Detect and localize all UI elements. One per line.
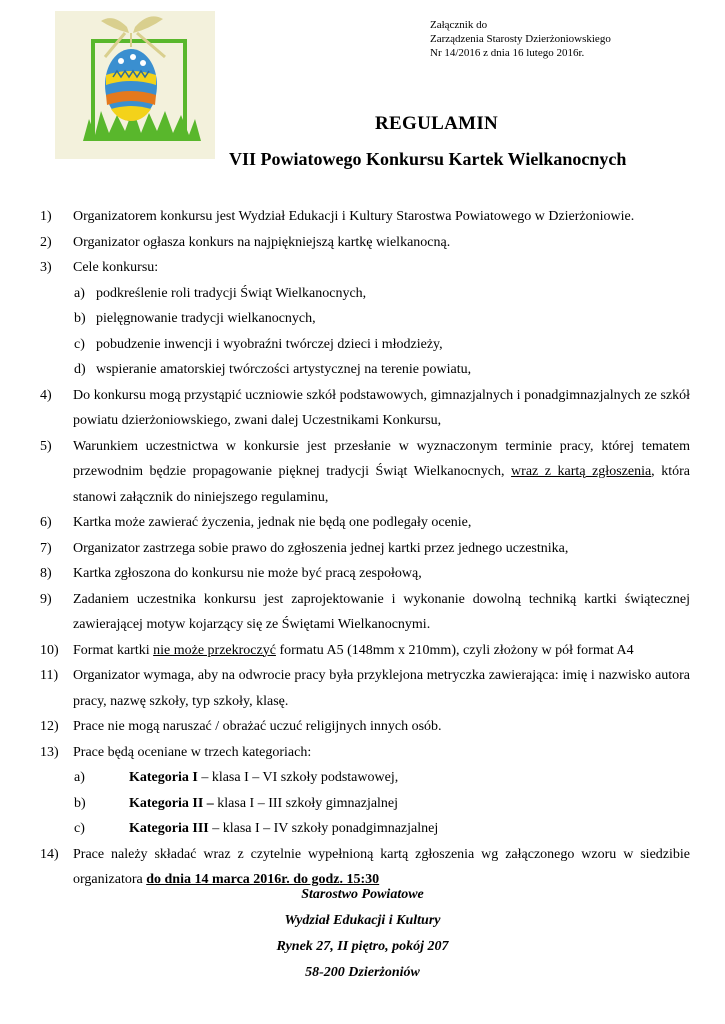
rule-number: 8) bbox=[40, 566, 52, 581]
goal-item-b bbox=[40, 306, 690, 332]
category-item-c bbox=[40, 816, 690, 842]
rule-item-9 bbox=[40, 587, 690, 638]
goal-item-d bbox=[40, 357, 690, 383]
attachment-note bbox=[430, 18, 611, 60]
rule-item-4 bbox=[40, 383, 690, 434]
rule-text bbox=[73, 434, 690, 511]
rule-item-2 bbox=[40, 230, 690, 256]
rule-number: 2) bbox=[40, 234, 52, 250]
rule-text: Cele konkursu: bbox=[73, 260, 159, 275]
rule-number: 1) bbox=[40, 209, 52, 224]
address-line: Wydział Edukacji i Kultury bbox=[284, 913, 441, 928]
address-line: Rynek 27, II piętro, pokój 207 bbox=[276, 939, 449, 954]
category-item-b bbox=[40, 791, 690, 817]
rule-number: 14) bbox=[40, 846, 59, 862]
address-line: Starostwo Powiatowe bbox=[301, 887, 424, 902]
rule-text: Prace będą oceniane w trzech kategoriach: bbox=[73, 744, 312, 760]
category-letter: b) bbox=[74, 795, 86, 811]
rule-text: Organizator ogłasza konkurs na najpiękniejszą kartkę wielkanocną. bbox=[73, 234, 451, 250]
rule-item-11 bbox=[40, 663, 690, 714]
category-letter: a) bbox=[74, 770, 85, 785]
attachment-line: Nr 14/2016 z dnia 16 lutego 2016r. bbox=[430, 47, 585, 59]
rule-number: 5) bbox=[40, 438, 52, 454]
rule-item-7 bbox=[40, 536, 690, 562]
easter-card-logo bbox=[55, 11, 215, 159]
rule-text bbox=[73, 638, 690, 664]
goal-text: pielęgnowanie tradycji wielkanocnych, bbox=[96, 311, 316, 326]
category-desc: klasa I – III szkoły gimnazjalnej bbox=[213, 795, 399, 811]
rule-item-3 bbox=[40, 255, 690, 281]
attachment-line: Zarządzenia Starosty Dzierżoniowskiego bbox=[430, 33, 611, 45]
rule-text-part: Warunkiem uczestnictwa w konkursie jest przesłanie w wyznaczonym terminie pracy, której tematem przewodnim będzie propagowanie pięknej tradycji Świąt Wielkanocnych, bbox=[73, 438, 690, 479]
goal-item-c bbox=[40, 332, 690, 358]
rule-number: 11) bbox=[40, 668, 59, 683]
rule-item-1 bbox=[40, 204, 690, 230]
rule-text-underlined: wraz z kartą zgłoszenia bbox=[511, 464, 652, 479]
rules-list bbox=[40, 204, 690, 893]
rule-text: Zadaniem uczestnika konkursu jest zaprojektowanie i wykonanie dowolną techniką kartki świątecznej zawierającej motyw kojarzący się ze Świętami Wielkanocnymi. bbox=[73, 591, 690, 632]
rule-text: Kartka zgłoszona do konkursu nie może być pracą zespołową, bbox=[73, 566, 422, 581]
rule-text-underlined: nie może przekroczyć bbox=[153, 642, 276, 658]
rule-text: Kartka może zawierać życzenia, jednak nie będą one podlegały ocenie, bbox=[73, 515, 472, 530]
rule-item-10 bbox=[40, 638, 690, 664]
deadline-text: do dnia 14 marca 2016r. do godz. 15:30 bbox=[146, 872, 380, 887]
category-item-a bbox=[40, 765, 690, 791]
rule-item-12 bbox=[40, 714, 690, 740]
document-title: REGULAMIN bbox=[375, 113, 499, 134]
document-subtitle: VII Powiatowego Konkursu Kartek Wielkanocnych bbox=[229, 149, 627, 169]
rule-text-part: , która stanowi załącznik do niniejszego regulaminu, bbox=[73, 464, 690, 505]
category-desc: – klasa I – IV szkoły ponadgimnazjalnej bbox=[208, 821, 439, 836]
goal-letter: b) bbox=[74, 311, 86, 326]
goal-text: podkreślenie roli tradycji Świąt Wielkanocnych, bbox=[96, 285, 367, 301]
rule-item-5 bbox=[40, 434, 690, 511]
rule-number: 10) bbox=[40, 642, 59, 658]
rule-number: 12) bbox=[40, 719, 59, 734]
rule-number: 3) bbox=[40, 260, 52, 275]
rule-text-part: Prace należy składać wraz z czytelnie wypełnioną kartą zgłoszenia wg załączonego wzoru w siedzibie organizatora bbox=[73, 846, 690, 887]
goal-letter: c) bbox=[74, 336, 85, 352]
attachment-line: Załącznik do bbox=[430, 19, 488, 31]
rule-item-6 bbox=[40, 510, 690, 536]
category-desc: – klasa I – VI szkoły podstawowej, bbox=[197, 770, 399, 785]
category-text bbox=[129, 765, 398, 791]
category-label: Kategoria III bbox=[129, 821, 209, 836]
address-line: 58-200 Dzierżoniów bbox=[305, 965, 420, 980]
rule-number: 6) bbox=[40, 515, 52, 530]
rule-number: 4) bbox=[40, 387, 52, 403]
rule-text: Prace nie mogą naruszać / obrażać uczuć religijnych innych osób. bbox=[73, 719, 442, 734]
goal-letter: a) bbox=[74, 285, 85, 301]
goal-text: pobudzenie inwencji i wyobraźni twórczej dzieci i młodzieży, bbox=[96, 336, 443, 352]
rule-item-8 bbox=[40, 561, 690, 587]
category-label: Kategoria I bbox=[129, 770, 198, 785]
goal-letter: d) bbox=[74, 362, 86, 377]
goal-text: wspieranie amatorskiej twórczości artystycznej na terenie powiatu, bbox=[96, 362, 472, 377]
rule-number: 7) bbox=[40, 540, 52, 556]
category-label: Kategoria II – bbox=[129, 795, 214, 811]
rule-number: 9) bbox=[40, 591, 52, 607]
rule-text: Do konkursu mogą przystąpić uczniowie szkół podstawowych, gimnazjalnych i ponadgimnazjalnych ze szkół powiatu dzierżoniowskiego, zwani dalej Uczestnikami Konkursu, bbox=[73, 387, 690, 428]
organizer-address bbox=[0, 882, 725, 986]
category-letter: c) bbox=[74, 821, 85, 836]
rule-item-13 bbox=[40, 740, 690, 766]
rule-text-part: Format kartki bbox=[73, 642, 154, 658]
goal-item-a bbox=[40, 281, 690, 307]
rule-text: Organizator wymaga, aby na odwrocie pracy była przyklejona metryczka zawierająca: imię i nazwisko autora pracy, nazwę szkoły, typ szkoły, klasę. bbox=[73, 668, 690, 709]
rule-text-part: formatu A5 (148mm x 210mm), czyli złożony w pół format A4 bbox=[275, 642, 634, 658]
rule-number: 13) bbox=[40, 744, 59, 760]
rule-text: Organizatorem konkursu jest Wydział Edukacji i Kultury Starostwa Powiatowego w Dzierżoniowie. bbox=[73, 209, 635, 224]
rule-text: Organizator zastrzega sobie prawo do zgłoszenia jednej kartki przez jednego uczestnika, bbox=[73, 540, 569, 556]
category-text bbox=[129, 816, 438, 842]
category-text bbox=[129, 791, 398, 817]
